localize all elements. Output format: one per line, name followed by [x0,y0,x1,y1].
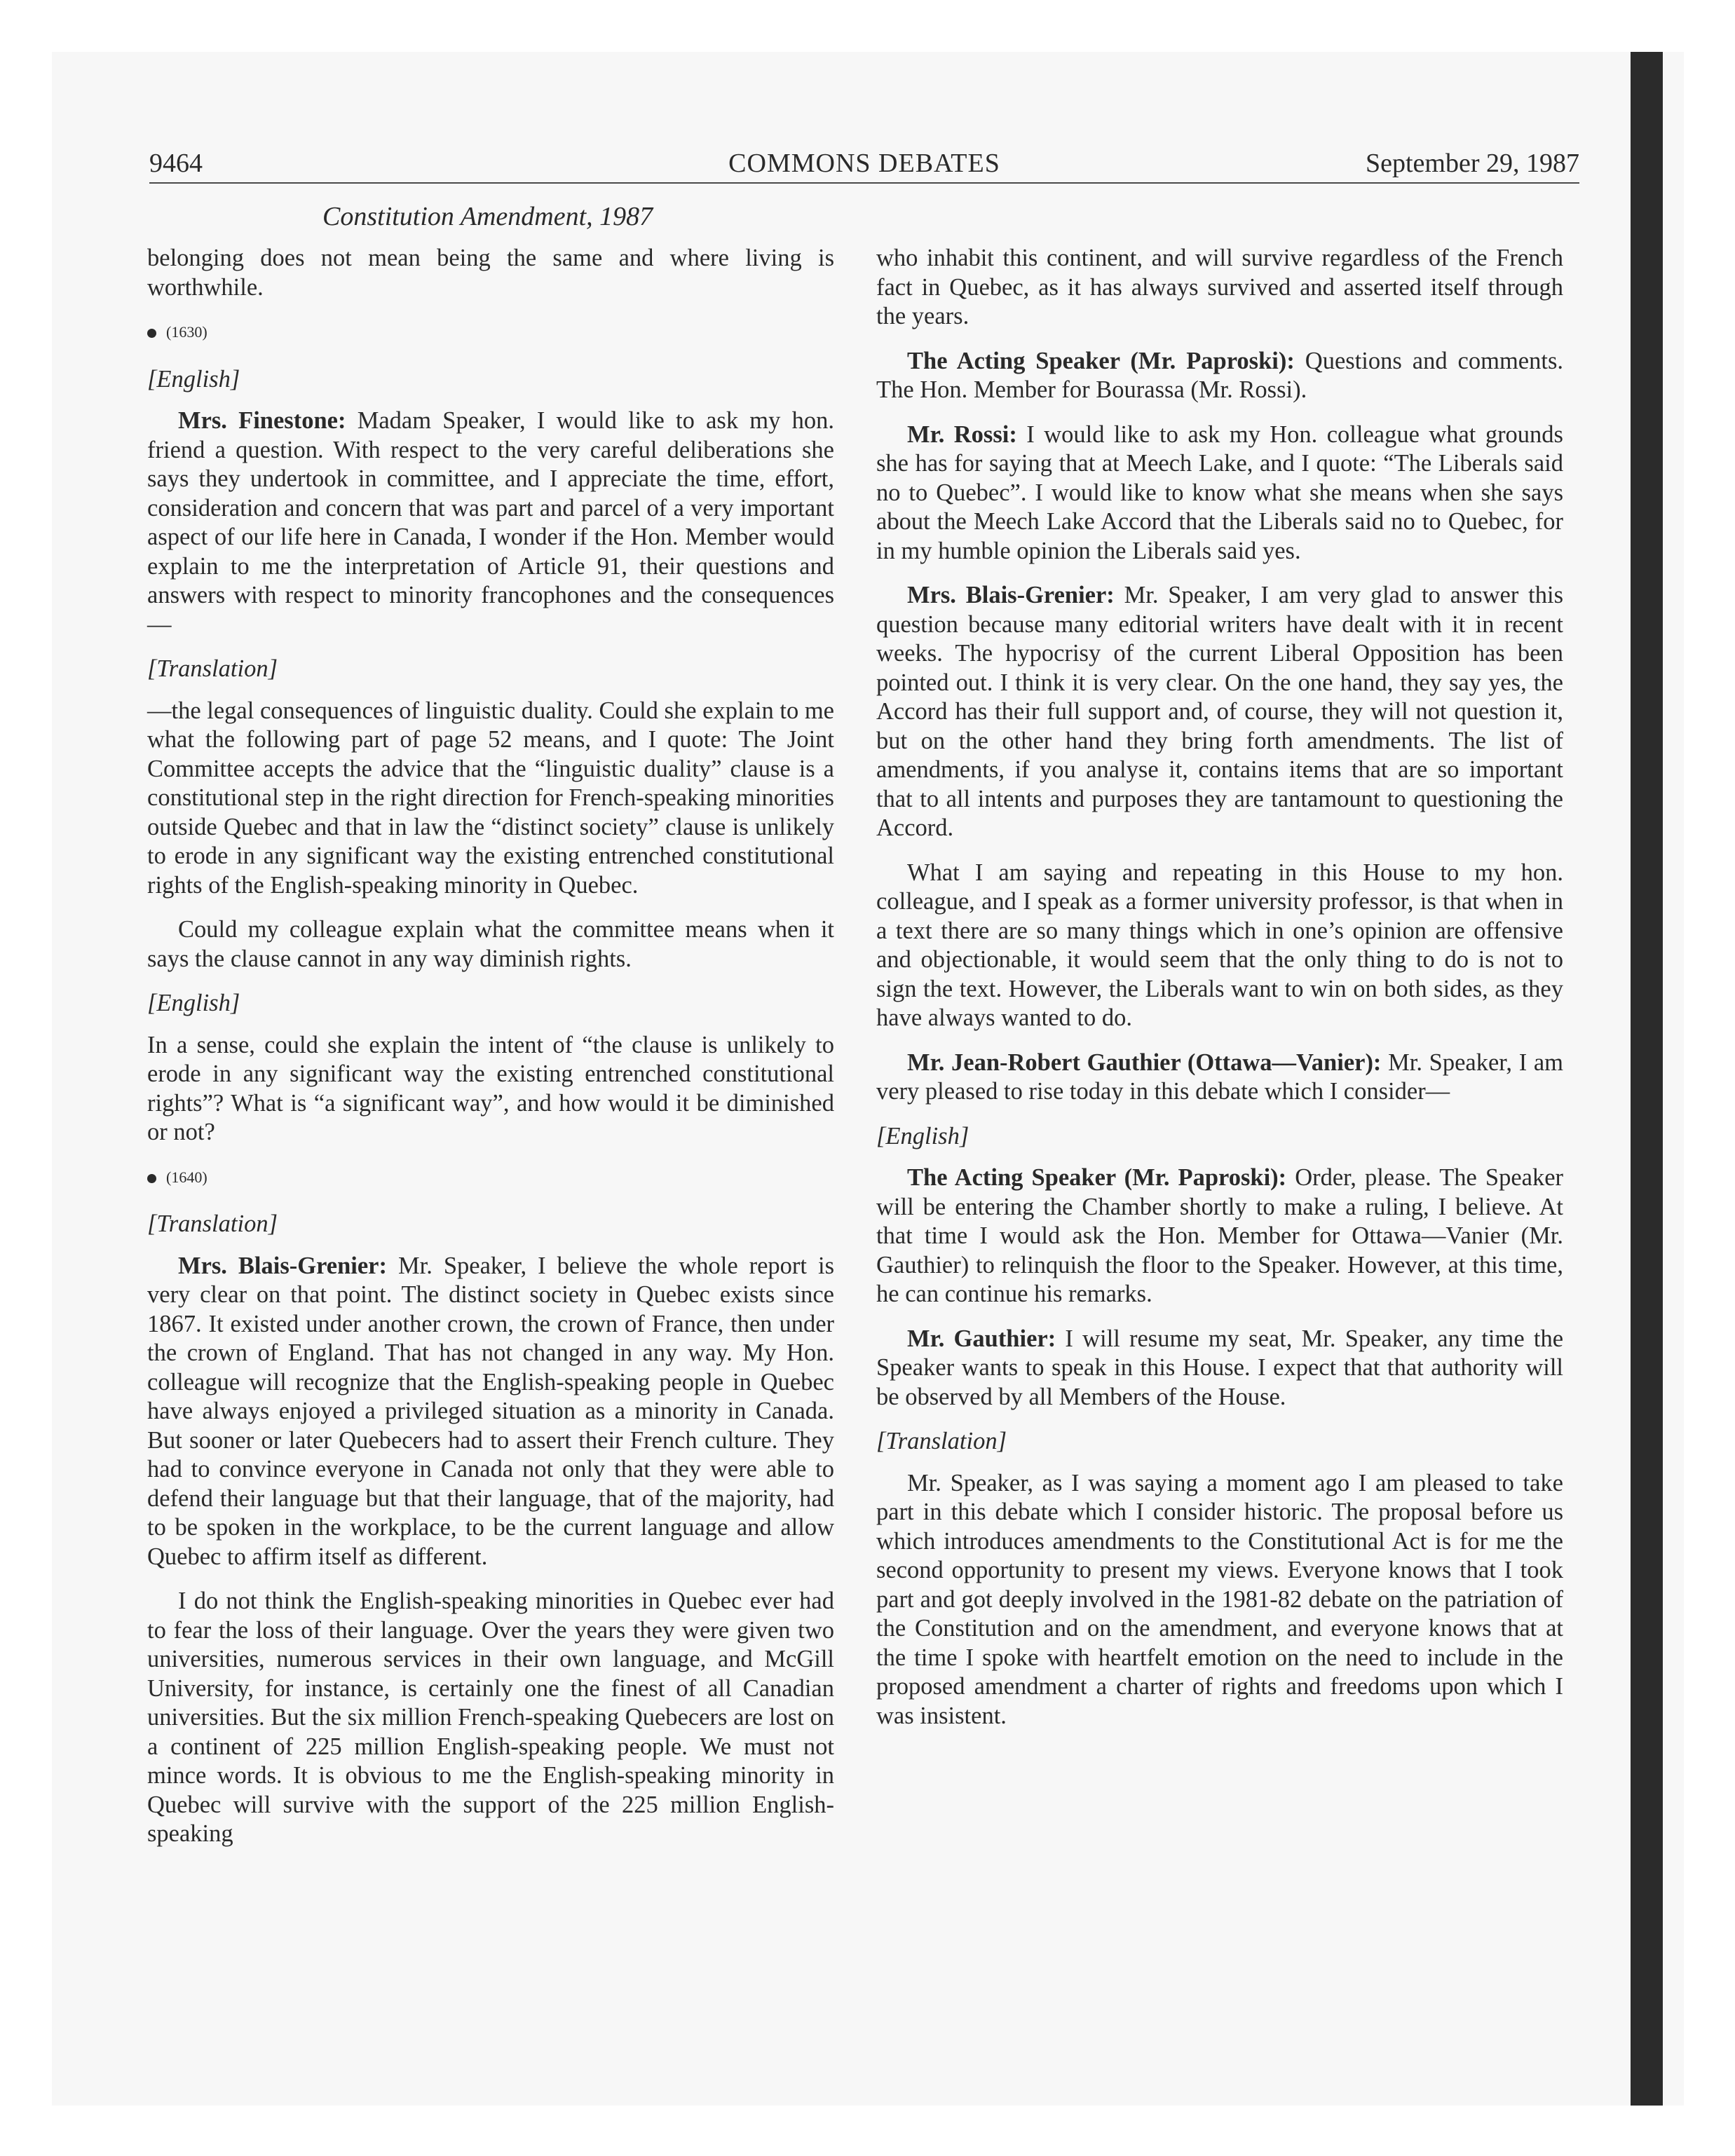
time-label: (1630) [166,323,207,341]
paragraph [876,1325,1563,1412]
speaker-name: The Acting Speaker (Mr. Paproski): [907,1164,1287,1191]
bullet-icon [147,1174,156,1183]
speech-text: Order, please. The Speaker will be entering the Chamber shortly to make a ruling, I believe. At that time I would ask the Hon. Member for Ottawa—Vanier (Mr. Gauthier) to relinquish the floor to the Speaker. However, at this time, he can continue his remarks. [876,1164,1563,1307]
time-marker [147,1163,834,1192]
language-marker: [English] [876,1122,969,1149]
paragraph [876,421,1563,566]
speech-text: I will resume my seat, Mr. Speaker, any time the Speaker wants to speak in this House. I expect that that authority will be observed by all Members of the House. [876,1325,1564,1410]
paragraph [876,347,1563,405]
speaker-name: Mrs. Finestone: [178,407,346,434]
language-marker: [Translation] [147,1210,278,1237]
speech-text: I would like to ask my Hon. colleague what grounds she has for saying that at Meech Lake, and I quote: “The Liberals said no to Quebec”. I would like to know what she means when she says about the Meech Lake Accord that the Liberals said no to Quebec, for in my humble opinion the Liberals said yes. [876,421,1563,564]
page-date: September 29, 1987 [1365,149,1579,178]
paragraph: What I am saying and repeating in this House to my hon. colleague, and I speak as a former university professor, is that when in a text there are so many things which in one’s opinion are offensive and objectionable, it would seem that the only thing to do is not to sign the text. However, the Liberals want to win on both sides, as they have always wanted to do. [876,859,1563,1031]
paragraph: belonging does not mean being the same and where living is worthwhile. [147,245,834,301]
language-marker: [Translation] [147,655,278,682]
paragraph [147,407,834,639]
language-marker: [English] [147,990,240,1016]
speaker-name: Mrs. Blais-Grenier: [178,1252,387,1279]
bullet-icon [147,329,156,338]
time-marker [147,318,834,347]
speaker-name: The Acting Speaker (Mr. Paproski): [907,347,1295,374]
paragraph: who inhabit this continent, and will survive regardless of the French fact in Quebec, as it has always survived and asserted itself through the years. [876,245,1563,329]
paragraph: Mr. Speaker, as I was saying a moment ago I am pleased to take part in this debate which I consider historic. The proposal before us which introduces amendments to the Constitutional Act is for me the second opportunity to present my views. Everyone knows that I took part and got deeply involved in the 1981-82 debate on the patriation of the Constitution and on the amendment, and everyone knows that at the time I spoke with heartfelt emotion on the need to include in the proposed amendment a charter of rights and freedoms upon which I was insistent. [876,1469,1563,1729]
speech-text: Mr. Speaker, I am very pleased to rise today in this debate which I consider— [876,1049,1563,1105]
paragraph: Could my colleague explain what the committee means when it says the clause cannot in any way diminish rights. [147,916,834,972]
right-column [876,244,1563,1746]
speaker-name: Mr. Jean-Robert Gauthier (Ottawa—Vanier): [907,1049,1382,1076]
language-marker: [English] [147,365,240,393]
page-edge-shadow [1631,52,1663,2106]
page-number: 9464 [149,149,203,178]
speaker-name: Mrs. Blais-Grenier: [907,582,1115,608]
speaker-name: Mr. Rossi: [907,421,1017,448]
paragraph: In a sense, could she explain the intent of “the clause is unlikely to erode in any significant way the existing entrenched constitutional rights”? What is “a significant way”, and how would it be diminished or not? [147,1031,834,1145]
paragraph: —the legal consequences of linguistic duality. Could she explain to me what the following part of page 52 means, and I quote: The Joint Committee accepts the advice that the “linguistic duality” clause is a constitutional step in the right direction for French-speaking minorities outside Quebec and that in law the “distinct society” clause is unlikely to erode in any significant way the existing entrenched constitutional rights of the English-speaking minority in Quebec. [147,697,834,899]
running-head: Constitution Amendment, 1987 [322,202,653,231]
speech-text: Madam Speaker, I would like to ask my hon. friend a question. With respect to the very careful deliberations she says they undertook in committee, and I appreciate the time, effort, consideration and concern that was part and parcel of a very important aspect of our life here in Canada, I wonder if the Hon. Member would explain to me the interpretation of Article 91, their questions and answers with respect to minority francophones and the consequences— [147,407,834,638]
publication-title: COMMONS DEBATES [728,149,1000,178]
language-marker: [Translation] [876,1428,1007,1454]
speech-text: Mr. Speaker, I believe the whole report is very clear on that point. The distinct society in Quebec exists since 1867. It existed under another crown, the crown of France, then under the crown of England. That has not changed in any way. My Hon. colleague will recognize that the English-speaking people in Quebec have always enjoyed a privileged situation as a minority in Canada. But sooner or later Quebecers had to assert their French culture. They had to convince everyone in Canada not only that they were able to defend their language but that their language, that of the majority, had to be spoken in the workplace, to be the current language and allow Quebec to affirm itself as different. [147,1252,834,1570]
speech-text: Mr. Speaker, I am very glad to answer this question because many editorial writers have dealt with it in recent weeks. The hypocrisy of the current Liberal Opposition has been pointed out. I think it is very clear. On the one hand, they say yes, the Accord has their full support and, of course, they will not question it, but on the other hand they bring forth amendments. The list of amendments, if you analyse it, contains items that are so important that to all intents and purposes they are tantamount to questioning the Accord. [876,582,1564,841]
paragraph [876,1164,1563,1309]
paragraph [147,1252,834,1572]
speaker-name: Mr. Gauthier: [907,1325,1056,1352]
header-rule [149,182,1579,184]
page-header [149,146,1579,181]
speech-text: Questions and comments. The Hon. Member for Bourassa (Mr. Rossi). [876,347,1563,403]
paragraph [876,1049,1563,1107]
paragraph [876,581,1563,843]
paragraph: I do not think the English-speaking minorities in Quebec ever had to fear the loss of their language. Over the years they were given two universities, numerous services in their own language, and McGill University, for instance, is certainly one the finest of all Canadian universities. But the six million French-speaking Quebecers are lost on a continent of 225 million English-speaking people. We must not mince words. It is obvious to me the English-speaking minority in Quebec will survive with the support of the 225 million English-speaking [147,1588,834,1847]
left-column [147,244,834,1864]
time-label: (1640) [166,1168,207,1186]
